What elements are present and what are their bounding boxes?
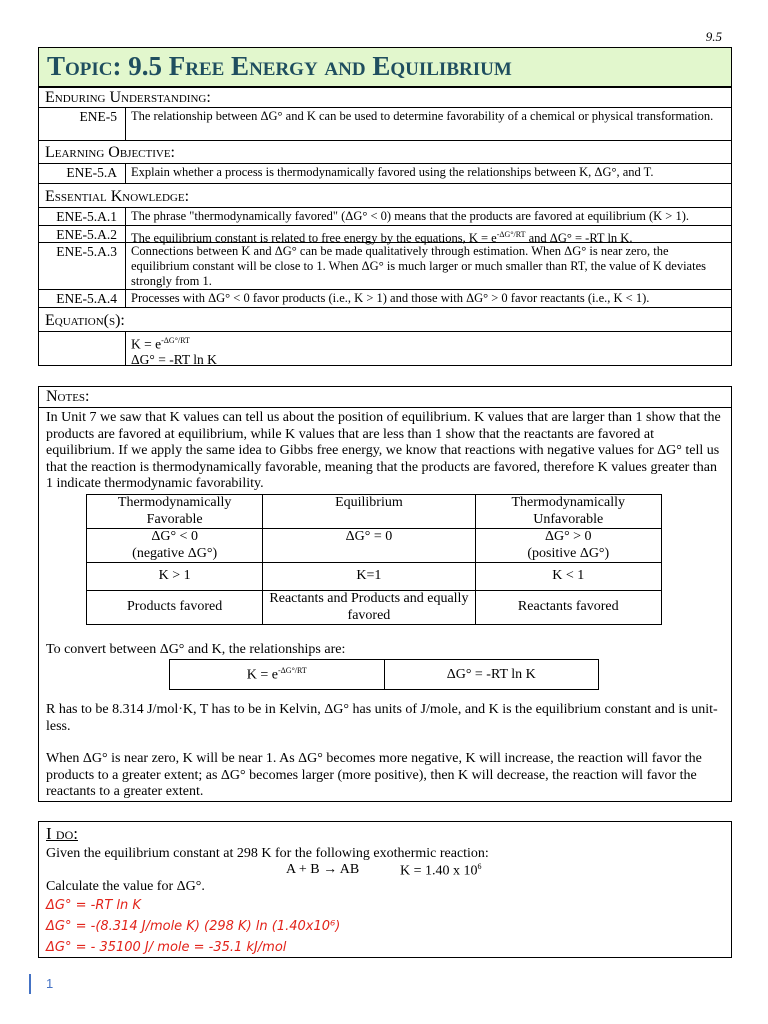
essential-text-1: The phrase "thermodynamically favored" (ΔG° < 0) means that the products are favored at equilibrium (K > 1). bbox=[131, 209, 689, 223]
learning-code: ENE-5.A bbox=[39, 164, 126, 183]
notes-divider bbox=[38, 407, 732, 408]
essential-heading: Essential Knowledge: bbox=[38, 184, 732, 208]
enduring-code: ENE-5 bbox=[39, 108, 126, 140]
near-zero-text: When ΔG° is near zero, K will be near 1. As ΔG° becomes more negative, K will increase, the reaction will favor the products to a greater extent; as ΔG° becomes larger (more positive), then K will decrease, the reaction will favor the reactants to a greater extent. bbox=[46, 751, 702, 799]
essential-text-4: Processes with ΔG° < 0 favor products (i.e., K > 1) and those with ΔG° > 0 favor reactants (i.e., K < 1). bbox=[131, 291, 650, 305]
learning-text: Explain whether a process is thermodynamically favored using the relationships between K, ΔG°, and T. bbox=[131, 165, 654, 179]
fav-k-greater: K > 1 bbox=[87, 563, 263, 591]
topic-title: Topic: 9.5 Free Energy and Equilibrium bbox=[38, 47, 732, 87]
fav-dg-positive-value: ΔG° > 0 bbox=[544, 529, 592, 544]
footer-bar bbox=[29, 974, 31, 994]
fav-k-equal: K=1 bbox=[263, 563, 475, 591]
fav-header-unfavorable: Thermodynamically Unfavorable bbox=[475, 495, 661, 529]
equations-text bbox=[131, 333, 725, 368]
ido-k-value-exp: 6 bbox=[477, 862, 482, 871]
essential-row-4 bbox=[38, 290, 732, 308]
essential-text-2-sup: -ΔG°/RT bbox=[496, 230, 526, 239]
essential-code-4: ENE-5.A.4 bbox=[39, 290, 126, 307]
ido-step-2: ΔG° = -(8.314 J/mole K) (298 K) ln (1.40x10⁶) bbox=[46, 919, 341, 934]
relationship-row bbox=[170, 660, 599, 690]
notes-heading: Notes: bbox=[46, 388, 90, 405]
footer-page-number: 1 bbox=[46, 976, 54, 991]
fav-dg-negative-note: (negative ΔG°) bbox=[132, 545, 218, 561]
fav-header-equilibrium: Equilibrium bbox=[263, 495, 475, 529]
equations-row bbox=[38, 332, 732, 366]
page-label: 9.5 bbox=[705, 29, 722, 44]
enduring-heading: Enduring Understanding: bbox=[38, 87, 732, 108]
equation-k bbox=[131, 333, 725, 352]
essential-text-2-post: and ΔG° = -RT ln K. bbox=[525, 231, 633, 246]
fav-dg-zero: ΔG° = 0 bbox=[263, 529, 475, 563]
equation-k-base: K = e bbox=[131, 336, 162, 352]
fav-k-less: K < 1 bbox=[475, 563, 661, 591]
equation-g: ΔG° = -RT ln K bbox=[131, 352, 217, 367]
ido-step-1: ΔG° = -RT ln K bbox=[46, 898, 141, 913]
essential-text-3: Connections between K and ΔG° can be made qualitatively through estimation. When ΔG° is near zero, the equilibrium constant will be close to 1. When ΔG° is much larger or much smaller than RT, the value of K deviates strongly from 1. bbox=[131, 244, 706, 288]
fav-dg-negative-value: ΔG° < 0 bbox=[151, 529, 198, 544]
relationship-k bbox=[170, 660, 385, 690]
equation-k-sup: -ΔG°/RT bbox=[161, 336, 190, 345]
notes-intro: In Unit 7 we saw that K values can tell us about the position of equilibrium. K values that are larger than 1 show that the products are favored at equilibrium, while K values that are less than 1 show that the reactants are favored at equilibrium. If we apply the same idea to Gibbs free energy, we know that reactions with negative values for ΔG° tell us that the reaction is thermodynamically favorable, meaning that the products are favored, therefore K values greater than 1 indicate thermodynamic favorability. bbox=[46, 410, 721, 491]
enduring-row bbox=[38, 108, 732, 141]
essential-code-1: ENE-5.A.1 bbox=[39, 208, 126, 225]
ido-k-value-base: K = 1.40 x 10 bbox=[400, 863, 478, 879]
essential-row-1 bbox=[38, 208, 732, 226]
learning-row bbox=[38, 164, 732, 184]
relationship-table bbox=[169, 659, 599, 690]
relationship-k-base: K = e bbox=[246, 667, 278, 683]
essential-code-3: ENE-5.A.3 bbox=[39, 243, 126, 289]
essential-row-3 bbox=[38, 243, 732, 290]
convert-text: To convert between ΔG° and K, the relationships are: bbox=[46, 642, 346, 657]
fav-header-row bbox=[87, 495, 662, 529]
fav-k-row bbox=[87, 563, 662, 591]
ido-step-3: ΔG° = - 35100 J/ mole = -35.1 kJ/mol bbox=[46, 940, 287, 955]
essential-row-2 bbox=[38, 226, 732, 246]
fav-dg-positive-note: (positive ΔG°) bbox=[527, 545, 610, 561]
essential-code-2: ENE-5.A.2 bbox=[39, 226, 126, 242]
essential-text-2-pre: The equilibrium constant is related to free energy by the equations, K = e bbox=[131, 231, 497, 246]
fav-products-favored: Products favored bbox=[87, 591, 263, 625]
learning-heading: Learning Objective: bbox=[38, 141, 732, 164]
fav-result-row bbox=[87, 591, 662, 625]
ido-calc: Calculate the value for ΔG°. bbox=[46, 879, 205, 894]
relationship-g: ΔG° = -RT ln K bbox=[384, 660, 599, 690]
ido-reaction: A + B → AB bbox=[286, 862, 360, 877]
fav-equally-favored: Reactants and Products and equally favored bbox=[263, 591, 475, 625]
enduring-text: The relationship between ΔG° and K can be used to determine favorability of a chemical or physical transformation. bbox=[131, 109, 714, 123]
favorability-table bbox=[86, 494, 662, 625]
fav-reactants-favored: Reactants favored bbox=[475, 591, 661, 625]
fav-header-favorable: Thermodynamically Favorable bbox=[87, 495, 263, 529]
ido-k-value bbox=[400, 862, 482, 880]
fav-dg-positive bbox=[475, 529, 661, 563]
ido-given: Given the equilibrium constant at 298 K for the following exothermic reaction: bbox=[46, 846, 489, 861]
equations-code-cell bbox=[39, 332, 126, 365]
ido-heading: I do: bbox=[46, 824, 78, 843]
units-text: R has to be 8.314 J/mol·K, T has to be in Kelvin, ΔG° has units of J/mole, and K is the equilibrium constant and is unit-less. bbox=[46, 702, 718, 734]
fav-dg-row bbox=[87, 529, 662, 563]
relationship-k-sup: -ΔG°/RT bbox=[277, 665, 307, 675]
equations-heading: Equation(s): bbox=[38, 308, 732, 332]
fav-dg-negative bbox=[87, 529, 263, 563]
